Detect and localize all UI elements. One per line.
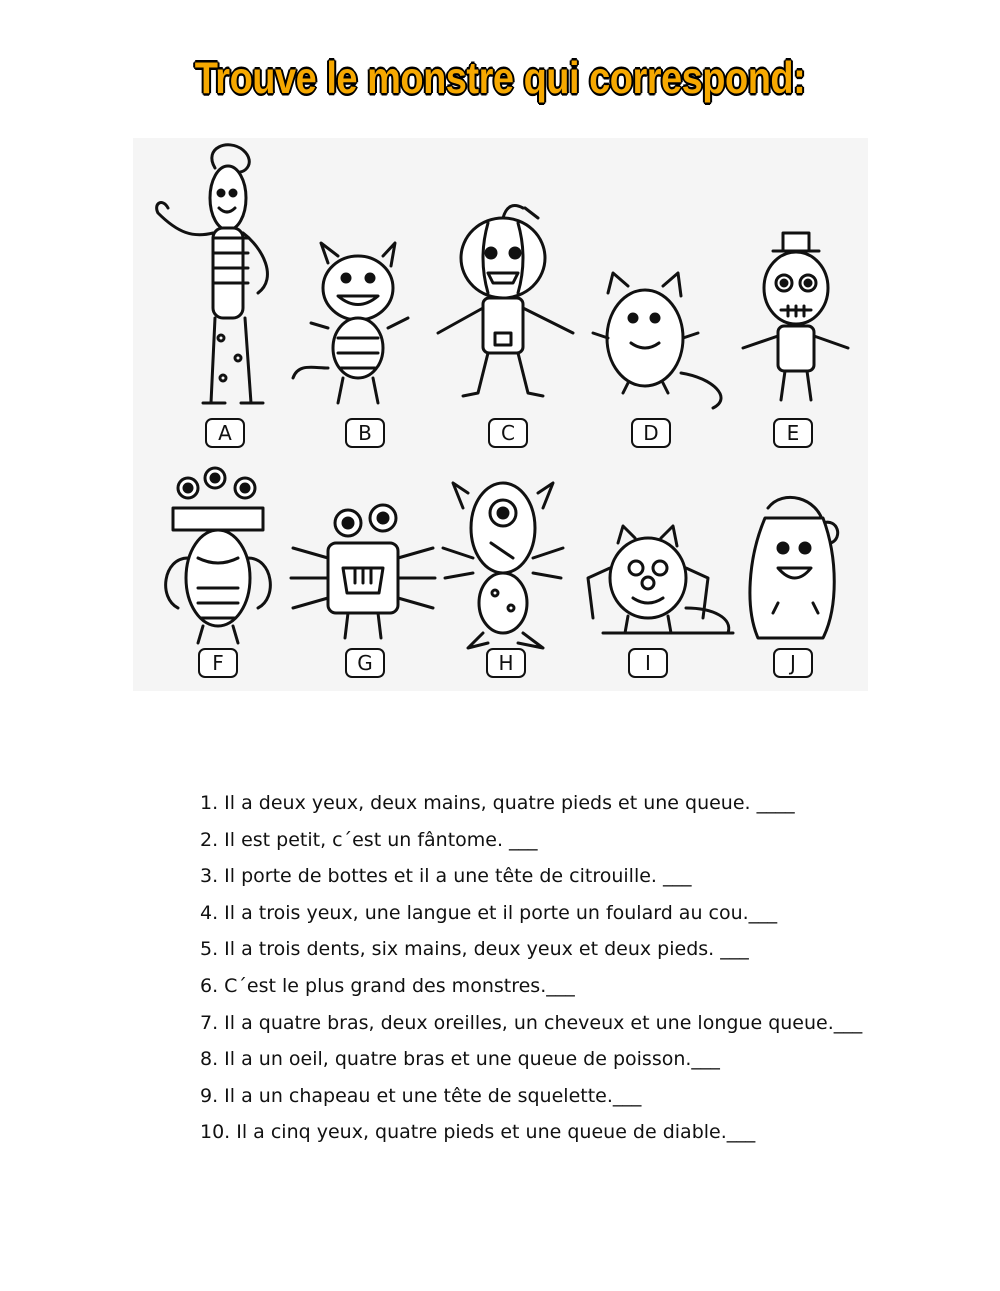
question-item: 6. C´est le plus grand des monstres.___ [200, 974, 575, 997]
monster-label-a: A [205, 418, 245, 448]
monster-label-j: J [773, 648, 813, 678]
monster-j-illustration [750, 497, 838, 638]
monster-d-illustration [593, 273, 721, 408]
monster-g-illustration [291, 505, 435, 638]
question-item: 4. Il a trois yeux, une langue et il porte un foulard au cou.___ [200, 901, 778, 924]
monster-label-h: H [486, 648, 526, 678]
monster-illustration [133, 138, 868, 691]
monster-c-illustration [438, 206, 573, 396]
question-item: 1. Il a deux yeux, deux mains, quatre pieds et une queue. ____ [200, 792, 795, 814]
monster-label-f: F [198, 648, 238, 678]
monster-i-illustration [588, 526, 733, 633]
monster-a-illustration [157, 145, 268, 403]
monster-h-illustration [443, 483, 563, 648]
monster-label-b: B [345, 418, 385, 448]
worksheet-title: Trouve le monstre qui correspond: [194, 54, 806, 104]
monster-b-illustration [293, 243, 408, 403]
question-item: 10. Il a cinq yeux, quatre pieds et une queue de diable.___ [200, 1121, 756, 1144]
monster-label-g: G [345, 648, 385, 678]
monster-e-illustration [743, 233, 848, 400]
monster-label-d: D [631, 418, 671, 448]
question-item: 7. Il a quatre bras, deux oreilles, un cheveux et une longue queue.___ [200, 1011, 863, 1034]
monster-label-i: I [628, 648, 668, 678]
question-item: 8. Il a un oeil, quatre bras et une queue de poisson.___ [200, 1048, 720, 1071]
question-list [200, 788, 980, 1154]
monster-label-c: C [488, 418, 528, 448]
question-item: 3. Il porte de bottes et il a une tête de citrouille. ___ [200, 865, 692, 888]
monster-label-e: E [773, 418, 813, 448]
monster-f-illustration [166, 468, 271, 643]
question-item: 9. Il a un chapeau et une tête de squelette.___ [200, 1084, 642, 1107]
question-item: 2. Il est petit, c´est un fântome. ___ [200, 828, 538, 851]
question-item: 5. Il a trois dents, six mains, deux yeux et deux pieds. ___ [200, 938, 749, 961]
